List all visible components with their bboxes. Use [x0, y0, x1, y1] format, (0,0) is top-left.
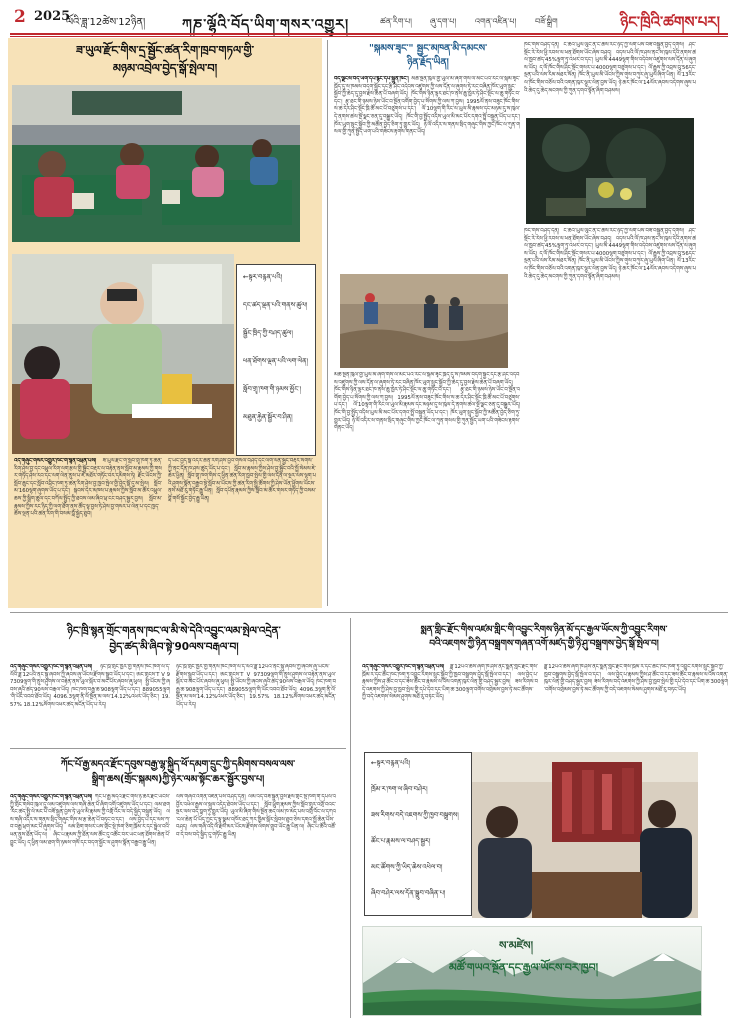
- column-divider: [327, 40, 328, 606]
- road-article-headline-line-1: ཀོང་པོ་རྒྱ་མདའ་རྫོང་དབུས་བརྒྱ་ལྷ་སྐྱིད་ཕོ་དམག་དྲུང་ཀྱི་དམིགས་བསལ་ལས་: [60, 759, 296, 770]
- feature-photo-caption: [236, 264, 316, 456]
- landslide-rescue-photo: [340, 274, 508, 368]
- market-article-text-col-1: [362, 664, 538, 744]
- right-article-text-col-2: ཁོང་གིས་བཤད་དོན། ང་ཚོའི་ཡུལ་ལུང་ནི་ང་ཚོས་རང་ཉིད་ཀྱི་ལག་པས་བཟོ་བསྐྲུན་བྱེད་དགོས། ཤིང་སྡོང་རེ་རེས་ཕྱི་རབས་ལ་ཕན་ཐོགས་ཡོང་ཞེས་བཤད། འདས་པའི་ལོ་ཁ་ཤས་ནང་ས་ཁུལ་དེའི་ནགས་ཚལ་ཁྱབ་ཚད་45%ལྷག་ཏུ་འཕར་བ་དང་། ཡུལ་མི་4449ལྷག་གིས་འདེབས་འཛུགས་ལས་དོན་ལ་ཞུགས་ཡོད། ད་ལོ་ཁོང་གིས་ཤིང་སྡོང་གསར་པ་4000ལྷག་བཙུགས་པ་དང་། ལོ་རྒྱུས་ཀྱི་འབྲས་བུ་56དང་ལྡན་པའི་ལས་རིམ་མཐར་སོན། ཁོང་ནི་ཡུལ་མི་ཡོངས་ཀྱིས་གུས་བཀུར་ཞུ་ཡུལ་ཞིག་ཡིན། ལོ་13རིང་ལ་ཁོང་གིས་བཅོལ་བའི་འགན་ཁུར་ལྷུར་ལེན་བྱས་ཡོད། ཉེ་ཆར་ཁོང་ལ་14ལོར་ཞབས་འདེགས་ཞུས་པའི་ཆེད་དུ་ཆེད་མངགས་ཀྱི་ཀུན་དགའ་སྟོན་ཞིག་བཤམས།: [524, 228, 696, 280]
- market-photo-caption: [364, 752, 472, 916]
- banner-title-1: ས་མཛེས།: [499, 939, 534, 952]
- market-article-headline-line-2: བའི་འཇགས་ཀྱི་ཉིན་བསྒྲགས་གཞན་འགོ་མཛད་གྱི་ཉི་ཤུ་བསྒྲགས་བྱེད་སྒོ་སྤེལ་བ།: [429, 639, 659, 649]
- caption-line: མཐུན་རྐྱེན་སྦྱོར་བ་ཤིན།: [243, 413, 293, 421]
- issue-year: 2025: [34, 9, 71, 24]
- feature-body-1: ཟ་ཡུལ་རྫོང་གི་སློབ་གྲྭ་ཁག་ཏུ་ཚན་རིག་ཤེས་བྱ་དང་འཕྲུལ་རིག་ལག་རྩལ་གྱི་སྦྱོང་བརྡར་ལ་བརྟེན་ནས་སློབ་མ་རྣམས་ཀྱི་གསར་གཏོད་ཤེས་རབ་དང་ལག་ལེན་ནུས་པ་ཇེ་མཐོར་གཏོང་བར་དམིགས་ཏེ། རྫོང་ཡོངས་ཀྱི་སློབ་ཆུང་དང་སློབ་འབྲིང་ཁག་ཏུ་ཚན་རིག་ཤེས་བྱ་ཁྱབ་སྤེལ་གྱི་བྱེད་སྒོ་དུ་མ་སྤེལ། སློབ་མ་160ལྷག་ཞུགས་ཡོད་པ་དང་། སྐབས་དེར་མཁས་པ་རྣམས་ཀྱིས་སློབ་མ་ཚོར་འཕྲུལ་ཆས་ཀྱི་སྒྲིག་ཚུལ་དང་བཀོལ་སྤྱོད་ཀྱི་ཐབས་ལམ་ཞིབ་ཕྲ་ངང་བཤད་སྦྱར་བྱས། སློབ་མ་རྣམས་ཀྱིས་རང་ཉིད་ཀྱི་ལག་ཐོག་ནས་ཚོད་ལྟ་བྱས་ཏེ་ཤེས་བྱ་གསར་པ་ལེན་པ་དང་ཁྱད་ཆོས་ལྡན་པའི་ཚན་རིག་གི་བསམ་བློ་སྐྱེད་ཐུབ།: [14, 458, 162, 518]
- right-article-headline-line-1: "སྐམས་ཟྭང་" སྦྱང་མཁན་མི་དམངས་: [368, 43, 488, 54]
- feature-article: [8, 38, 322, 608]
- caption-line: ཕན་ཐོགས་ལྡན་པའི་ལག་ལེན།: [243, 357, 309, 365]
- hotel-article-headline-line-2: བྱེད་ཚད་མི་ཞིབ་སྟེ་90ལས་བརྒལ་བ།: [109, 641, 239, 653]
- feature-text-column-2: དེ་ཡང་བྱེད་སྒོ་འདིར་ཚན་རིག་ཤེས་བྱའི་གསལ་བཤད་དང་ལག་ལེན་སྦྱོང་བརྡར་སོགས་ཀྱི་ནང་དོན་ཁ་ཤས་ཚུད་ཡོད་པ་དང་། སློབ་མ་རྣམས་ཀྱིས་ཤེས་བྱ་སྦྱོང་བའི་སྤྲོ་སེམས་ཇེ་ཆེར་ཕྱིན། སློབ་གྲྭ་ཁག་གིས་ད་ཕྱིན་ཚན་རིག་ཁྱབ་སྤེལ་གྱི་ལས་དོན་ལ་སྔར་ལས་ལྷག་པའི་ཤུགས་སྣོན་བརྒྱབ་སྟེ་སློབ་མ་ཡོངས་ཀྱི་ཚན་རིག་སྤྱི་ཚོགས་ཀྱི་ཤེས་ཡོན་ཕྱོགས་ཡོངས་ནས་མཐོ་རུ་གཏོང་རྒྱུ་ཡིན། སློབ་དཔོན་རྣམས་ཀྱིས་སློབ་མ་ཚོར་གསར་གཏོད་ཀྱི་བསམ་བློ་གསོ་སྐྱོང་བྱེད་རྒྱུ་ཡིན།: [168, 458, 316, 502]
- header-info-3: འགན་འཛིན་པ།: [475, 17, 517, 26]
- feature-headline-line-2: མཉམ་འབྲེལ་བྱེད་སྒོ་སྤེལ་བ།: [112, 61, 218, 75]
- right-article-text-col-2-top: ཁོང་གིས་བཤད་དོན། ང་ཚོའི་ཡུལ་ལུང་ནི་ང་ཚོས་རང་ཉིད་ཀྱི་ལག་པས་བཟོ་བསྐྲུན་བྱེད་དགོས། ཤིང་སྡོང་རེ་རེས་ཕྱི་རབས་ལ་ཕན་ཐོགས་ཡོང་ཞེས་བཤད། འདས་པའི་ལོ་ཁ་ཤས་ནང་ས་ཁུལ་དེའི་ནགས་ཚལ་ཁྱབ་ཚད་45%ལྷག་ཏུ་འཕར་བ་དང་། ཡུལ་མི་4449ལྷག་གིས་འདེབས་འཛུགས་ལས་དོན་ལ་ཞུགས་ཡོད། ད་ལོ་ཁོང་གིས་ཤིང་སྡོང་གསར་པ་4000ལྷག་བཙུགས་པ་དང་། ལོ་རྒྱུས་ཀྱི་འབྲས་བུ་56དང་ལྡན་པའི་ལས་རིམ་མཐར་སོན། ཁོང་ནི་ཡུལ་མི་ཡོངས་ཀྱིས་གུས་བཀུར་ཞུ་ཡུལ་ཞིག་ཡིན། ལོ་13རིང་ལ་ཁོང་གིས་བཅོལ་བའི་འགན་ཁུར་ལྷུར་ལེན་བྱས་ཡོད། ཉེ་ཆར་ཁོང་ལ་14ལོར་ཞབས་འདེགས་ཞུས་པའི་ཆེད་དུ་ཆེད་མངགས་ཀྱི་ཀུན་དགའ་སྟོན་ཞིག་བཤམས།: [524, 42, 696, 94]
- classroom-photo: [12, 85, 300, 242]
- caption-line: ←སྟར་བརྙན་པའི།: [243, 273, 283, 281]
- right-article-body-1: མཚོ་སྔོན་ཁུལ་གྱི་ཡུལ་མི་ཞིག་གིས་ལོ་མང་པོའི་རིང་ལ་སྐམ་ཟྭང་ཁྲོད་དུ་ས་ཁམས་བདག་སྐྱོང་དང་རྩི་ཤིང་འདེབས་འཛུགས་ཀྱི་ལས་དོན་ལ་ཞུགས་ཏེ་རང་བཞིན་ཁོར་ཡུག་སྲུང་སྐྱོབ་ཀྱི་ཆེད་དུ་བྱས་རྗེས་ཆེན་པོ་བཞག་ཡོད། ཁོང་གིས་ཉིན་ལྟར་ཐང་ཁ་ནས་ཆུ་ཁྱེར་ཏེ་ཤིང་སྡོང་ལ་ཆུ་གཏོང་བ་དང་། རྩྭ་ཐང་གི་ཉམས་ཉེས་ཡོང་བ་སྔོན་འགོག་བྱེད་པ་སོགས་ཀྱི་ལས་ཀ་བྱས། 1995ལོ་ནས་བཟུང་ཁོང་གིས་ས་ཆ་དེར་ཤིང་སྡོང་ཁྲི་ཚོ་མང་པོ་བཙུགས་པ་དང་། ལོ་10ལྷག་གི་རིང་ལ་ཡུལ་མི་རྣམས་དང་མཉམ་དུ་ས་ཁུལ་དེ་ནགས་ཚལ་སྔོ་ལྗང་ཅན་དུ་བསྒྱུར་ཡོད། ཁོང་གི་བྱ་སྤྱོད་འདིས་ཡུལ་མི་མང་པོར་དགའ་སྤྲོ་བསྐྲུན་ཡོད་པ་དང་། ཁོར་ཡུག་སྲུང་སྐྱོབ་ཀྱི་མཚོན་བྱེད་ཅིག་ཏུ་གྱུར་ཡོད། ཉེ་ལོ་འདིར་ས་གནས་སྲིད་གཞུང་གིས་ཀྱང་ཁོང་ལ་ཀུན་གསལ་གྱི་ཀུན་སྤྱོད་ཡག་པའི་གཟེངས་རྟགས་གནང་ཡོད།: [334, 76, 520, 136]
- section-title: ཉིང་ཁྲིའི་ཚགས་པར།: [620, 13, 720, 31]
- forest-photo-illustration: [526, 118, 694, 224]
- right-article-text-col-1b: མཚོ་སྔོན་ཁུལ་གྱི་ཡུལ་མི་ཞིག་གིས་ལོ་མང་པོའི་རིང་ལ་སྐམ་ཟྭང་ཁྲོད་དུ་ས་ཁམས་བདག་སྐྱོང་དང་རྩི་ཤིང་འདེབས་འཛུགས་ཀྱི་ལས་དོན་ལ་ཞུགས་ཏེ་རང་བཞིན་ཁོར་ཡུག་སྲུང་སྐྱོབ་ཀྱི་ཆེད་དུ་བྱས་རྗེས་ཆེན་པོ་བཞག་ཡོད། ཁོང་གིས་ཉིན་ལྟར་ཐང་ཁ་ནས་ཆུ་ཁྱེར་ཏེ་ཤིང་སྡོང་ལ་ཆུ་གཏོང་བ་དང་། རྩྭ་ཐང་གི་ཉམས་ཉེས་ཡོང་བ་སྔོན་འགོག་བྱེད་པ་སོགས་ཀྱི་ལས་ཀ་བྱས། 1995ལོ་ནས་བཟུང་ཁོང་གིས་ས་ཆ་དེར་ཤིང་སྡོང་ཁྲི་ཚོ་མང་པོ་བཙུགས་པ་དང་། ལོ་10ལྷག་གི་རིང་ལ་ཡུལ་མི་རྣམས་དང་མཉམ་དུ་ས་ཁུལ་དེ་ནགས་ཚལ་སྔོ་ལྗང་ཅན་དུ་བསྒྱུར་ཡོད། ཁོང་གི་བྱ་སྤྱོད་འདིས་ཡུལ་མི་མང་པོར་དགའ་སྤྲོ་བསྐྲུན་ཡོད་པ་དང་། ཁོར་ཡུག་སྲུང་སྐྱོབ་ཀྱི་མཚོན་བྱེད་ཅིག་ཏུ་གྱུར་ཡོད། ཉེ་ལོ་འདིར་ས་གནས་སྲིད་གཞུང་གིས་ཀྱང་ཁོང་ལ་ཀུན་གསལ་གྱི་ཀུན་སྤྱོད་ཡག་པའི་གཟེངས་རྟགས་གནང་ཡོད།: [334, 372, 520, 432]
- page-number: 2: [14, 7, 26, 27]
- caption-line: ཟས་རིགས་བདེ་འཇགས་ཀྱི་ཁྱབ་བསྒྲགས།: [371, 811, 459, 819]
- banner-title-2: མཚོ་གཡའ་སྔོན་དང་རྒྱལ་ཡོངས་བར་ཁྱབ།: [449, 961, 599, 974]
- hotel-article-headline-line-1: ཉིང་ཁྲི་སྙན་གྲོང་གནས་ཁང་ལ་མི་སེ་དེའི་འབྱུང་ལམ་སྤེལ་འདྲེན་: [67, 625, 281, 637]
- landscape-banner: [362, 926, 702, 1016]
- caption-line: དང་ཚད་ལྡན་པའི་གནས་ཚུལ།: [243, 301, 308, 309]
- road-article-body-1: ཀོང་པོ་རྒྱ་མདའ་རྫོང་གིས་ཉེ་ཆར་རྫོང་ཡོངས་ཀྱི་གྲོང་གསེབ་ཁུལ་དུ་ལམ་འཛུགས་ལས་གཞི་ཆེན་པོ་ཞིག་འགོ་འཛུགས་ཡོད་པ་དང་། ལམ་ཐག་རིང་ཚད་སྤྱི་ལེ་མང་པོ་བཟོ་སྐྲུན་བྱས་ཏེ་ཡུལ་མི་རྣམས་ཀྱི་འགྲོ་འོང་ལ་བདེ་སྐྱིད་བསྐྲུན་ཡོད། ལས་གཞི་འདིར་ས་གནས་སྲིད་གཞུང་གིས་མ་རྩ་ཆེན་པོ་བཏང་བ་དང་། ལས་བྱེད་པ་དང་ལས་ཀ་བ་བརྒྱ་ཕྲག་མང་པོ་ཞུགས་ཡོད། ལམ་ཐིག་གསར་པས་གྲོང་སྡེ་ཁག་ཅིག་ཁྲོམ་ར་དང་སྦྲེལ་བའི་ཕན་ནུས་ཐོན་ཡོད་ལ། ཞིང་པ་རྣམས་ཀྱི་ཐོན་ལས་ཚོང་དུ་འཚོང་བར་ཡང་ཕན་ཐོགས་ཆེན་པོ་བྱུང་ཡོད། ད་ཕྱིན་ལམ་ཐག་གི་ཉམས་གསོ་དང་བདག་སྐྱོང་ལ་ཤུགས་སྣོན་བརྒྱབ་རྒྱུ་ཡིན།: [10, 794, 170, 846]
- hotel-article-body: ཉིང་ཁྲི་གྲོང་ཁྱེར་གྱི་གནས་ཁང་ཁག་ལ་ད་ལོའི་ཟླ་12པའི་ནང་སྐུ་ཞབས་ཀྱི་ཞབས་ཞུ་ཡོངས་རྫོགས་སྒྲུབ་ཡོད་པ་དང་། ཨང་གྲངས་T V 97309ལྷག་གི་ནུས་ཤུགས་ལ་བརྟེན་ནས་ཡུལ་སྐོར་བ་མང་པོར་ཞབས་ཞུ་ཕུལ། སྤྱི་ཡོངས་ཀྱི་ཞབས་ཞུའི་ཚད་90ལས་བརྒལ་ཡོད། ཁང་ཁག་བརྒྱ་ཆ་908ལྷག་ཡོད་པ་དང་། 889055ལྷག་གི་ཡོང་འབབ་ཐོབ་ཡོད། 4096.3ལྷག་ནི་ལོ་སྔོན་མ་ལས་14.12%འཕར་ཡོད་ཅིང་། 19.57% 18.12%སོགས་འཕར་ཚད་མངོན་ཡོད་པ་རེད།: [10, 664, 170, 708]
- market-photo-illustration: [472, 752, 698, 918]
- road-article-byline: འདི་གཞུང་གསར་འགྱུར་ཁང་གི་སྙན་འཕྲིན་པས།: [10, 794, 93, 800]
- caption-line: ཁྲོམ་ར་ཁག་ལ་ཞིབ་བཤེར།: [371, 785, 428, 793]
- hotel-article-text-col-2: ཉིང་ཁྲི་གྲོང་ཁྱེར་གྱི་གནས་ཁང་ཁག་ལ་ད་ལོའི་ཟླ་12པའི་ནང་སྐུ་ཞབས་ཀྱི་ཞབས་ཞུ་ཡོངས་རྫོགས་སྒྲུབ་ཡོད་པ་དང་། ཨང་གྲངས་T V 97309ལྷག་གི་ནུས་ཤུགས་ལ་བརྟེན་ནས་ཡུལ་སྐོར་བ་མང་པོར་ཞབས་ཞུ་ཕུལ། སྤྱི་ཡོངས་ཀྱི་ཞབས་ཞུའི་ཚད་90ལས་བརྒལ་ཡོད། ཁང་ཁག་བརྒྱ་ཆ་908ལྷག་ཡོད་པ་དང་། 889055ལྷག་གི་ཡོང་འབབ་ཐོབ་ཡོད། 4096.3ལྷག་ནི་ལོ་སྔོན་མ་ལས་14.12%འཕར་ཡོད་ཅིང་། 19.57% 18.12%སོགས་འཕར་ཚད་མངོན་ཡོད་པ་རེད།: [176, 664, 336, 708]
- hotel-article-byline: འདི་གཞུང་གསར་འགྱུར་ཁང་གི་སྙན་འཕྲིན་པས།: [10, 664, 93, 670]
- header-info-2: ཞུ་དག་པ།: [430, 17, 457, 26]
- market-article-byline: འདི་གཞུང་གསར་འགྱུར་ཁང་གི་སྙན་འཕྲིན་པས།: [362, 664, 445, 670]
- road-article-text-col-2: ལས་གཞིའི་འགན་འཛིན་པས་བཤད་དོན། ལམ་འདི་བཟོ་སྐྲུན་བྱས་རྗེས་གྲོང་སྡེ་ཁག་གི་དཔལ་འབྱོར་འཕེལ་རྒྱས་ལ་སྐུལ་འདེད་ཐེབས་ཡོད་པ་དང་། སློབ་ཕྲུག་རྣམས་ཀྱིས་སློབ་གྲྭར་འགྲོ་བའང་སྔར་ལས་བདེ་བླག་ཏུ་གྱུར་ཡོད། ཡུལ་མི་ཞིག་གིས་སྔོན་ཆད་ལམ་ཁ་མེད་པས་འགྲོ་འོང་ལ་དཀའ་ངལ་ཆེན་པོ་ཡོད་ཀྱང་ད་ལྟ་སྣུམ་འཁོར་ཐད་ཀར་ཁྱིམ་སྒོར་སླེབས་ཐུབ་ཅེས་དགའ་སྤྲོ་ཆེན་པོས་བཤད། ལས་གཞི་འདི་ལོ་རྗེས་མར་ཡོངས་རྫོགས་ལེགས་གྲུབ་ཡོང་རྒྱུ་ཡིན་ལ། ཞིང་པ་ཚོའི་འཚོ་བ་དེ་བས་བདེ་སྐྱིད་དུ་གཏོང་རྒྱུ་ཡིན།: [176, 794, 336, 838]
- hotel-article-text-col-1: [10, 664, 170, 744]
- column-divider: [350, 618, 351, 1018]
- issue-date: ལོའི་ཟླ་12ཚེས་12ཉིན།: [66, 17, 146, 28]
- header-rule: [10, 33, 728, 35]
- header-info-1: ཚན་རིག་པ།: [380, 17, 412, 26]
- caption-line: ←སྟར་བརྙན་པའི།: [371, 759, 411, 767]
- right-article-text-col-1: [334, 76, 520, 270]
- market-article-body: ཟླ་12པའི་ཚེས་ཞག་ཁ་ཤས་ནང་སྨན་གླིང་རྫོང་གིས་ཁྲོམ་ར་དང་ཚོང་ཁང་ཁག་ཏུ་འབྱུང་རིགས་སྲུང་སྐྱོབ་ཀྱི་ཁྱབ་བསྒྲགས་བྱེད་སྒོ་སྤེལ་བ་དང་། ལས་བྱེད་པ་རྣམས་ཀྱིས་ཤ་ཚོང་བ་དང་ཟས་ཚོང་བ་རྣམས་ལ་འོས་འགན་ཁུར་ལེན་གྱི་བཤད་སྦྱར་བྱས། ཟས་རིགས་བདེ་འཇགས་ཀྱི་ཤེས་བྱ་ཁྱབ་སྤེལ་གྱི་དཔེ་དེབ་དང་ཡིག་ཆ་300ལྷག་བགོས་འགྲེམས་བྱས་ཏེ་མང་ཚོགས་ཀྱི་བདེ་འཇགས་སེམས་ཤུགས་མཐོ་རུ་བཏང་ཡོད།: [362, 664, 538, 701]
- caption-line: ཚོང་པ་རྣམས་ལ་བཤད་སྦྱར།: [371, 837, 431, 845]
- caption-line: ཞིབ་བཤེར་ལས་དོན་སྒྲུབ་བཞིན་པ།: [371, 889, 446, 897]
- market-article-headline-line-1: སྨན་གླིང་རྫོང་གིས་འཛམ་གླིང་གི་འབྱུང་རིགས་ཉིན་མོ་དང་རྒྱལ་ཡོངས་ཀྱི་འབྱུང་རིགས་: [420, 625, 668, 635]
- market-inspection-photo: [472, 752, 698, 918]
- newspaper-name: ཀཎ་ལྷོའི་བོད་ཡིག་གསར་འགྱུར།: [182, 17, 350, 33]
- page-header: [0, 0, 738, 32]
- teacher-photo: [12, 254, 234, 454]
- caption-line: མང་ཚོགས་ཀྱི་ཡིད་ཆེས་འཕེལ་བ།: [371, 863, 443, 871]
- feature-headline-line-1: ཟ་ཡུལ་རྫོང་གིས་དྲ་སྦྱོང་ཚན་རིག་ཁྲབ་གཏལ་གྱི་: [75, 43, 255, 57]
- header-rule-thin: [10, 36, 728, 37]
- road-article-headline-line-2: སྒྲིག་ཆས(གྲོང་སྐམས)ཀྱི་ཉེར་ལམ་སྟོང་ཆར་སྦྱོར་བྱས་པ།: [91, 774, 265, 785]
- classroom-photo-illustration: [12, 85, 300, 242]
- caption-line: སྦྱོང་ཁྲིད་ཀྱི་བཤད་ཚུལ།: [243, 329, 293, 337]
- road-article-text-col-1: [10, 794, 170, 1016]
- rescue-photo-illustration: [340, 274, 508, 368]
- caption-line: སློབ་གྲྭ་ཁག་གི་ཉམས་མྱོང་།: [243, 385, 302, 393]
- article-divider: [10, 748, 346, 749]
- right-article-headline-line-2: ཉིན་རྗོད་ཡིན།: [407, 57, 449, 68]
- feature-text-column-1: [14, 458, 162, 606]
- forest-work-photo: [526, 118, 694, 224]
- market-article-text-col-2: ཟླ་12པའི་ཚེས་ཞག་ཁ་ཤས་ནང་སྨན་གླིང་རྫོང་གིས་ཁྲོམ་ར་དང་ཚོང་ཁང་ཁག་ཏུ་འབྱུང་རིགས་སྲུང་སྐྱོབ་ཀྱི་ཁྱབ་བསྒྲགས་བྱེད་སྒོ་སྤེལ་བ་དང་། ལས་བྱེད་པ་རྣམས་ཀྱིས་ཤ་ཚོང་བ་དང་ཟས་ཚོང་བ་རྣམས་ལ་འོས་འགན་ཁུར་ལེན་གྱི་བཤད་སྦྱར་བྱས། ཟས་རིགས་བདེ་འཇགས་ཀྱི་ཤེས་བྱ་ཁྱབ་སྤེལ་གྱི་དཔེ་དེབ་དང་ཡིག་ཆ་300ལྷག་བགོས་འགྲེམས་བྱས་ཏེ་མང་ཚོགས་ཀྱི་བདེ་འཇགས་སེམས་ཤུགས་མཐོ་རུ་བཏང་ཡོད།: [544, 664, 728, 693]
- right-article-byline: བོད་ལྗོངས་བོད་ཡིག་དཔེ་རྙིང་དཔེ་སྐྲུན་ཁང་།: [334, 76, 409, 82]
- section-divider: [10, 612, 728, 613]
- header-info-4: བཟོ་སྒྲིག: [535, 17, 558, 26]
- teacher-photo-illustration: [12, 254, 234, 454]
- feature-byline: འདི་གཞུང་གསར་འགྱུར་ཁང་གི་སྙན་འཕྲིན་པས།: [14, 458, 97, 464]
